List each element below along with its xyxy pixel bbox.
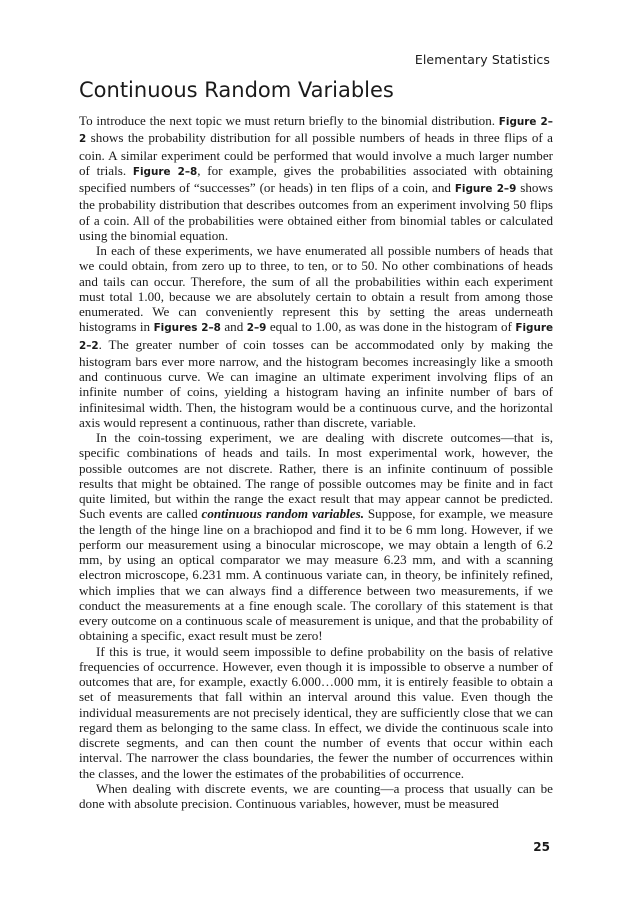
figure-reference: Figure 2–2 — [79, 116, 553, 146]
body-text — [79, 113, 553, 811]
paragraph-1-text-3: , for example, gives the probabilities associated with obtaining specified numbers of “successes” (or heads) in ten flips of a coin, and — [79, 162, 553, 195]
paragraph-1-text-1: To introduce the next topic we must return briefly to the binomial distribution. — [79, 113, 496, 128]
figure-reference: Figure 2–8 — [132, 165, 198, 178]
paragraph-3-text-2: Suppose, for example, we measure the length of the hinge line on a brachiopod and find it to be 6 mm long. However, if we perform our measurement using a binocular microscope, we may obtain a length of 6.2 mm, by using an optical comparator we may measure 6.23 mm, and with a scanning electron microscope, 6.231 mm. A continuous variate can, in theory, be infinitely refined, which implies that we can always find a difference between two measurements, if we conduct the measurements at a fine enough scale. The corollary of this statement is that every outcome on a continuous scale of measurement is unique, and that the probability of obtaining a specific, exact result must be zero! — [79, 506, 553, 644]
running-head: Elementary Statistics — [414, 52, 550, 67]
figure-reference: Figures 2–8 — [153, 322, 221, 335]
section-title: Continuous Random Variables — [79, 78, 394, 102]
paragraph-4: If this is true, it would seem impossible to define probability on the basis of relative frequencies of occurrence. However, even though it is impossible to observe a number of outcomes that are, for example, exactly 6.000…000 mm, it is entirely feasible to obtain a set of measurements that fall within an interval around this value. Even though the individual measurements are not precisely identical, they are sufficiently close that we can regard them as belonging to the same class. In effect, we divide the continuous scale into discrete segments, and can then count the number of events that occur within each interval. The narrower the class boundaries, the fewer the number of occurrences within the classes, and the lower the estimates of the probabilities of occurrence. — [79, 643, 553, 781]
paragraph-5: When dealing with discrete events, we are counting—a process that usually can be done with absolute precision. Continuous variables, however, must be measured — [79, 780, 553, 811]
paragraph-1-text-2: shows the probability distribution for all possible numbers of heads in three flips of a coin. A similar experiment could be performed that would involve a much larger number of trials. — [79, 130, 553, 178]
paragraph-2 — [79, 243, 553, 430]
paragraph-2-text-4: . The greater number of coin tosses can be accommodated only by making the histogram bars ever more narrow, and the histogram becomes increasingly like a smooth and continuous curve. We can imagine an ultimate experiment involving flips of an infinite number of coins, yielding a histogram having an infinite number of bars of infinitesimal width. Then, the histogram would be a continuous curve, and the horizontal axis would represent a continuous, rather than discrete, variable. — [79, 336, 553, 430]
paragraph-2-text-3: equal to 1.00, as was done in the histogram of — [266, 319, 516, 335]
figure-reference: 2–9 — [246, 322, 267, 335]
figure-reference: Figure 2–9 — [454, 183, 517, 195]
page-number: 25 — [533, 840, 550, 854]
paragraph-3 — [79, 430, 553, 644]
paragraph-3-text-1: In the coin-tossing experiment, we are dealing with discrete outcomes—that is, specific combinations of heads and tails. In most experimental work, however, the possible outcomes are not discrete. Rather, there is an infinite continuum of possible results that might be obtained. The range of possible outcomes may be finite and in fact quite limited, but within the range the exact result that may appear cannot be predicted. Such events are called — [79, 430, 553, 522]
defined-term: continuous random variables. — [201, 506, 364, 522]
paragraph-1 — [79, 113, 553, 243]
paragraph-2-text-2: and — [220, 319, 247, 335]
figure-reference: Figure 2–2 — [79, 322, 554, 352]
paragraph-1-text-4: shows the probability distribution that describes outcomes from an experiment involving 50 flips of a coin. All of the probabilities were obtained either from binomial tables or calculated using the binomial equation. — [79, 180, 553, 243]
paragraph-2-text-1: In each of these experiments, we have enumerated all possible numbers of heads that we could obtain, from zero up to three, to ten, or to 50. No other combinations of heads and tails can occur. Therefore, the sum of all the probabilities within each experiment must total 1.00, because we are absolutely certain to obtain a result from among those enumerated. We can conveniently represent this by setting the areas underneath histograms in — [79, 243, 553, 335]
